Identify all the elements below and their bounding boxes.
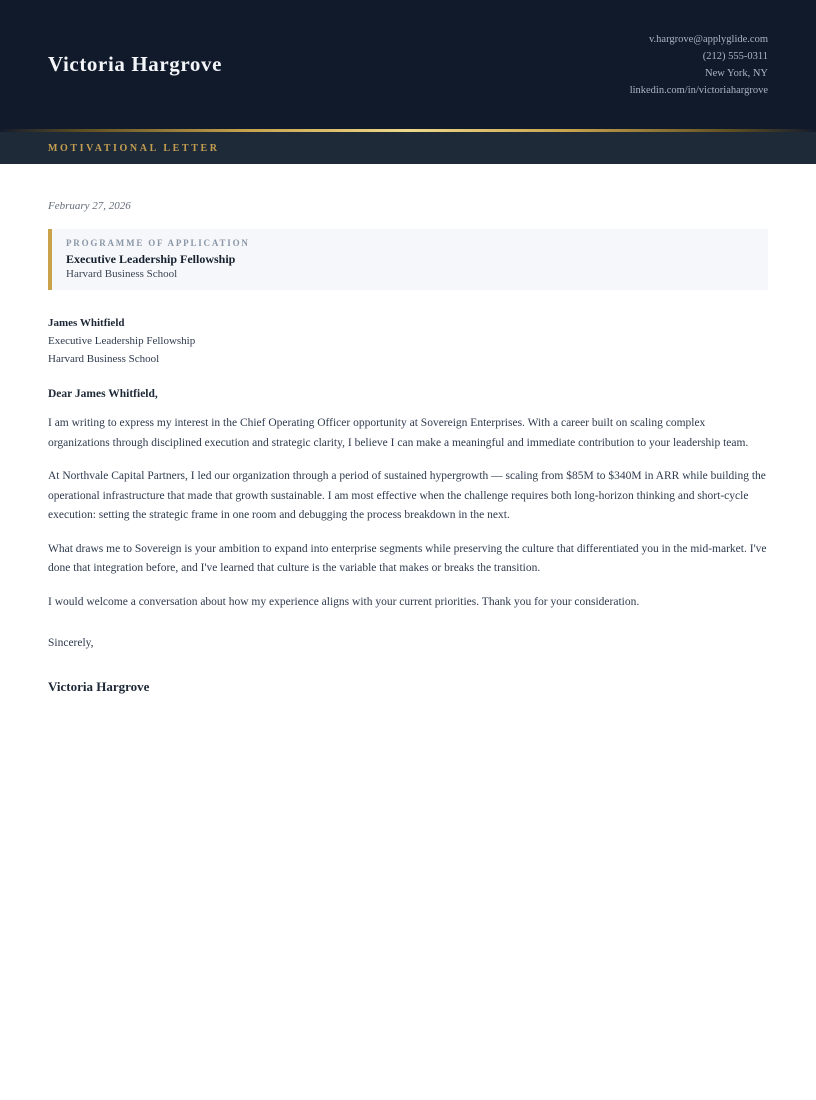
contact-linkedin: linkedin.com/in/victoriahargrove xyxy=(629,84,768,96)
section-banner-label: MOTIVATIONAL LETTER xyxy=(48,142,220,154)
body-paragraph-4: I would welcome a conversation about how my experience aligns with your current priorities. Thank you for your consideration. xyxy=(48,595,640,608)
recipient-institution: Harvard Business School xyxy=(48,353,160,365)
letter-content xyxy=(0,164,816,695)
recipient-block xyxy=(48,314,768,368)
applicant-name: Victoria Hargrove xyxy=(48,52,223,76)
section-banner xyxy=(0,132,816,164)
signature-name: Victoria Hargrove xyxy=(48,679,150,694)
programme-box xyxy=(48,229,768,290)
contact-location: New York, NY xyxy=(704,67,768,79)
recipient-name: James Whitfield xyxy=(48,317,125,329)
closing: Sincerely, xyxy=(48,637,94,649)
contact-email: v.hargrove@applyglide.com xyxy=(648,33,768,45)
body-paragraph-1: I am writing to express my interest in the Chief Operating Officer opportunity at Sovereign Enterprises. With a career built on scaling complex organizations through disciplined execution and strategic clarity, I believe I can make a meaningful and immediate contribution to your leadership team. xyxy=(48,417,749,449)
header xyxy=(0,0,816,129)
contact-info xyxy=(630,31,768,99)
contact-phone: (212) 555-0311 xyxy=(702,50,768,62)
programme-institution: Harvard Business School xyxy=(66,268,178,280)
recipient-programme: Executive Leadership Fellowship xyxy=(48,335,196,347)
programme-title: Executive Leadership Fellowship xyxy=(66,252,236,266)
letter-date: February 27, 2026 xyxy=(48,200,131,212)
programme-eyebrow: PROGRAMME OF APPLICATION xyxy=(66,238,250,248)
body-paragraph-2: At Northvale Capital Partners, I led our organization through a period of sustained hypergrowth — scaling from $85M to $340M in ARR while building the operational infrastructure that made that growth sustainable. I am most effective when the challenge requires both long-horizon thinking and short-cycle execution: setting the strategic frame in one room and debugging the process breakdown in the next. xyxy=(48,470,766,521)
salutation: Dear James Whitfield, xyxy=(48,388,158,400)
body-paragraph-3: What draws me to Sovereign is your ambition to expand into enterprise segments while preserving the culture that differentiated you in the mid-market. I've done that integration before, and I've learned that culture is the variable that makes or breaks the transition. xyxy=(48,542,767,574)
